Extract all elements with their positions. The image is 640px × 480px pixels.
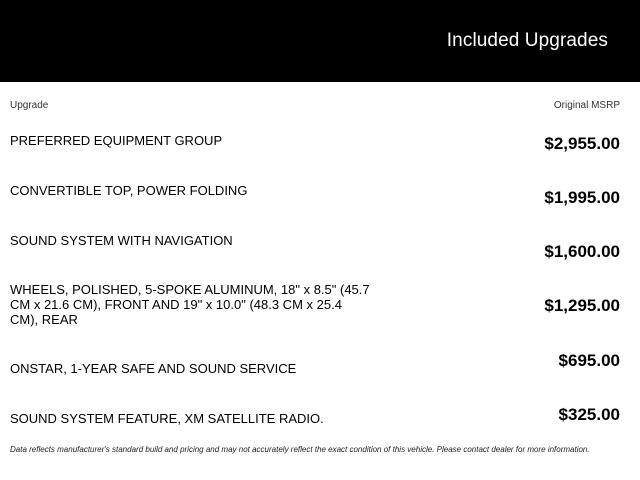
upgrade-name: ONSTAR, 1-YEAR SAFE AND SOUND SERVICE xyxy=(10,361,297,376)
page-title: Included Upgrades xyxy=(446,30,608,51)
upgrade-column-header: Upgrade xyxy=(10,100,49,111)
upgrade-name: SOUND SYSTEM WITH NAVIGATION xyxy=(10,233,233,248)
upgrade-name: WHEELS, POLISHED, 5-SPOKE ALUMINUM, 18" x 8.5" (45.7 CM x 21.6 CM), FRONT AND 19" x 10.0" (48.3 CM x 25.4 CM), REAR xyxy=(10,282,370,327)
msrp-column-header: Original MSRP xyxy=(553,100,620,111)
upgrade-price: $1,295.00 xyxy=(544,296,620,315)
upgrade-price: $325.00 xyxy=(558,405,620,424)
disclaimer-text: Data reflects manufacturer's standard build and pricing and may not accurately reflect the exact condition of this vehicle. Please contact dealer for more information. xyxy=(10,445,590,454)
upgrade-name: CONVERTIBLE TOP, POWER FOLDING xyxy=(10,183,248,198)
header-bar xyxy=(0,0,640,82)
upgrade-price: $1,995.00 xyxy=(544,188,620,207)
upgrade-name: PREFERRED EQUIPMENT GROUP xyxy=(10,133,223,148)
upgrade-price: $695.00 xyxy=(558,351,620,370)
upgrade-price: $1,600.00 xyxy=(544,242,620,261)
upgrade-price: $2,955.00 xyxy=(544,134,620,153)
upgrade-name: SOUND SYSTEM FEATURE, XM SATELLITE RADIO. xyxy=(10,411,324,426)
